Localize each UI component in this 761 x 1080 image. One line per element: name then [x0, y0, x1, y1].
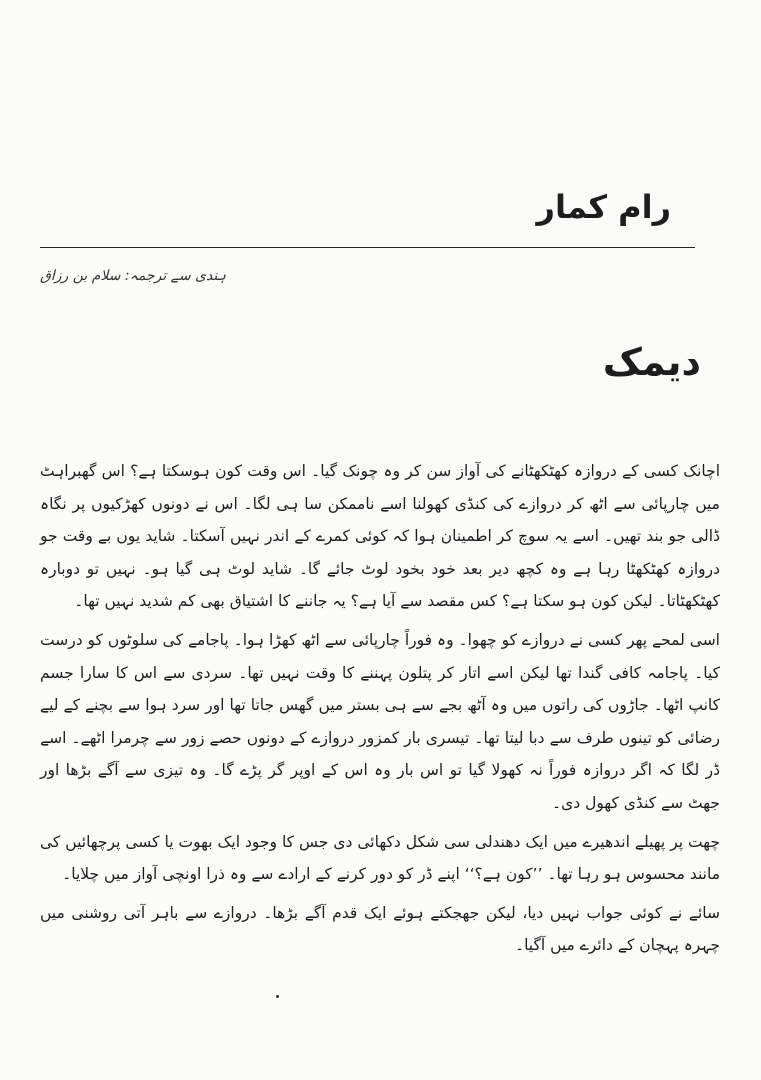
translator-credit: ہندی سے ترجمہ: سلام بن رزاق: [40, 268, 226, 284]
paragraph: سائے نے کوئی جواب نہیں دیا، لیکن جھجکتے ہوئے ایک قدم آگے بڑھا۔ دروازے سے باہر آتی روشنی میں چہرہ پہچان کے دائرے میں آگیا۔: [40, 903, 720, 955]
story-body: [40, 455, 720, 962]
header-divider: [40, 247, 695, 248]
print-speck: [276, 995, 279, 998]
story-title: دیمک: [602, 340, 701, 384]
paragraph: اچانک کسی کے دروازہ کھٹکھٹانے کی آواز سن کر وہ چونک گیا۔ اس وقت کون ہوسکتا ہے؟ اس گھبراہٹ میں چارپائی سے اٹھ کر دروازے کی کنڈی کھولنا اسے ناممکن سا ہی لگا۔ اس نے دونوں کھڑکیوں پر نگاہ ڈالی جو بند تھیں۔ اسے یہ سوچ کر اطمینان ہوا کہ کوئی کمرے کے اندر نہیں آسکتا۔ شاید یوں بے وقت جو دروازہ کھٹکھٹا رہا ہے وہ کچھ دیر بعد خود بخود لوٹ جائے گا۔ شاید لوٹ ہی گیا ہو۔ نہیں تو دوبارہ کھٹکھٹاتا۔ لیکن کون ہو سکتا ہے؟ کس مقصد سے آیا ہے؟ یہ جاننے کا اشتیاق بھی کم شدید نہیں تھا۔: [40, 462, 720, 611]
paragraph: چھت پر پھیلے اندھیرے میں ایک دھندلی سی شکل دکھائی دی جس کا وجود ایک بھوت یا کسی پرچھائیں کی مانند محسوس ہو رہا تھا۔ ’’کون ہے؟‘‘ اپنے ڈر کو دور کرنے کے ارادے سے وہ ذرا اونچی آواز میں چلایا۔: [40, 832, 720, 884]
paragraph: اسی لمحے پھر کسی نے دروازے کو چھوا۔ وہ فوراً چارپائی سے اٹھ کھڑا ہوا۔ پاجامے کی سلوٹوں کو درست کیا۔ پاجامہ کافی گندا تھا لیکن اسے اتار کر پتلون پہننے کا وقت نہیں تھا۔ سردی سے اس کا سارا جسم کانپ اٹھا۔ جاڑوں کی راتوں میں وہ آٹھ بجے سے ہی بستر میں گھس جاتا تھا اور سرد ہوا سے بچنے کے لیے رضائی کو تینوں طرف سے دبا لیتا تھا۔ تیسری بار کمزور دروازے کے دونوں حصے زور سے چرمرا اٹھے۔ اسے ڈر لگا کہ اگر دروازہ فوراً نہ کھولا گیا تو اس بار وہ اس کے اوپر گر پڑے گا۔ وہ تیزی سے آگے بڑھا اور جھٹ سے کنڈی کھول دی۔: [40, 630, 720, 812]
author-name: رام کمار: [536, 188, 671, 226]
